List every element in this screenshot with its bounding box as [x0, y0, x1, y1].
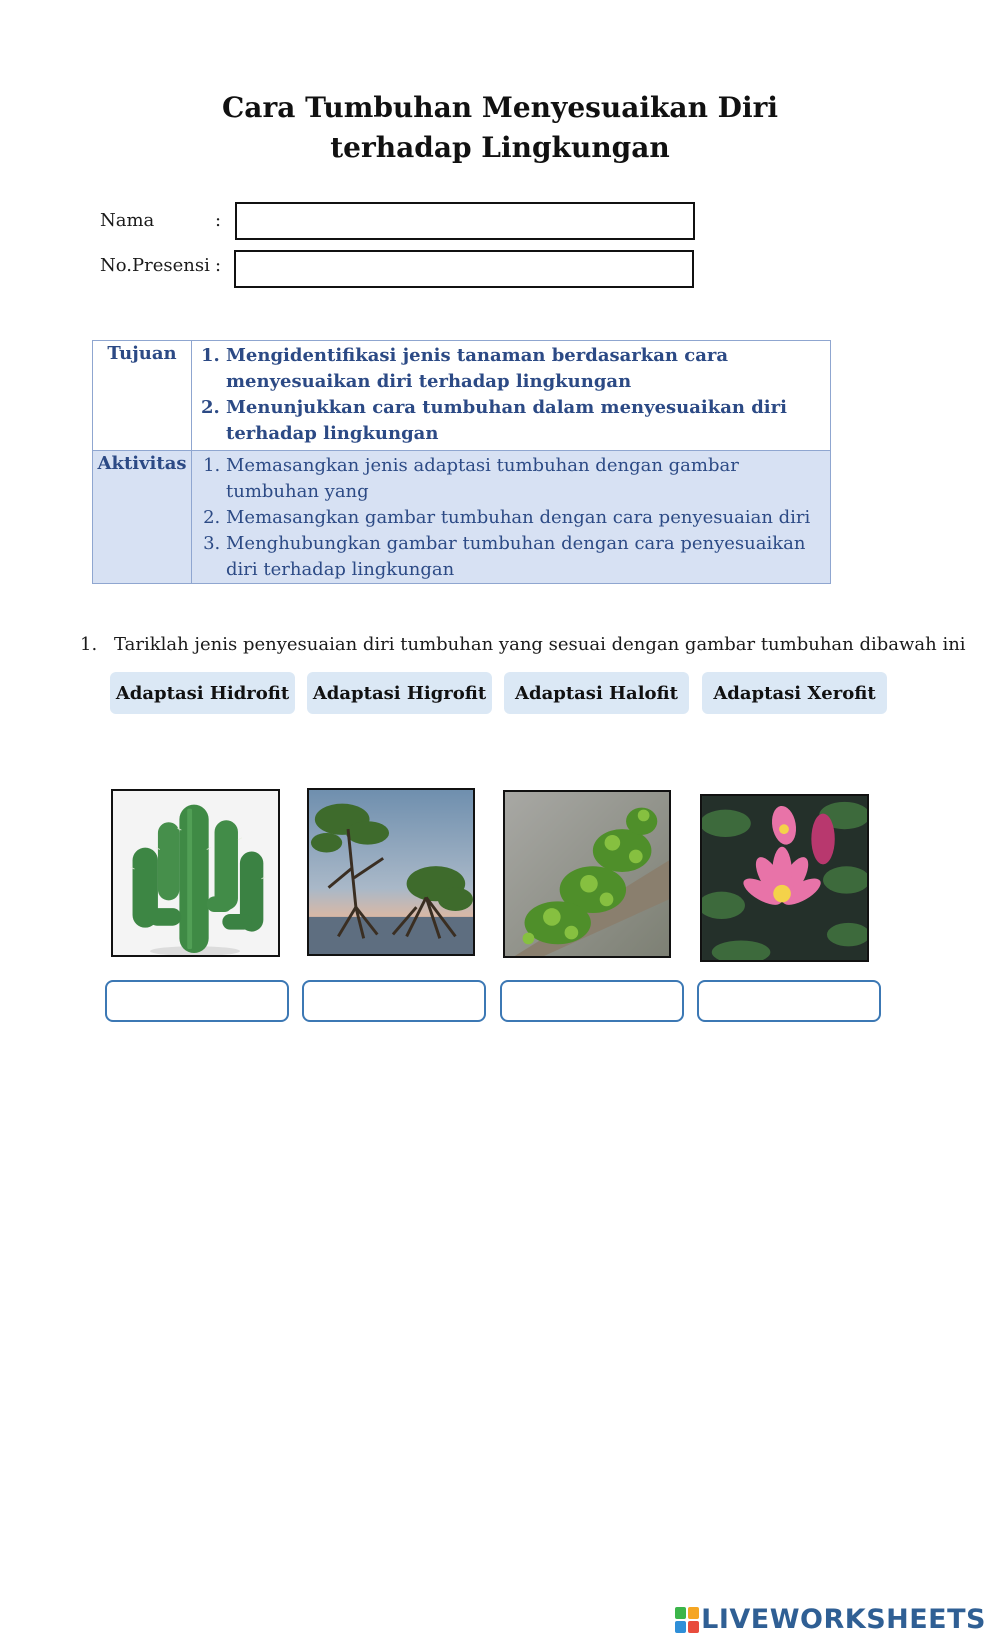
liveworksheets-brand — [675, 1604, 986, 1635]
answer-drop-box-moss[interactable] — [500, 980, 684, 1022]
goal-list — [192, 341, 830, 447]
goal-row — [93, 341, 831, 451]
page-title-line-1: Cara Tumbuhan Menyesuaikan Diri — [222, 91, 778, 124]
page-title-line-2: terhadap Lingkungan — [330, 131, 670, 164]
question-1 — [80, 634, 966, 655]
water-lily-illustration — [702, 796, 867, 960]
question-number: 1. — [80, 634, 98, 655]
attendance-label: No.Presensi — [100, 255, 210, 276]
mangrove-image — [307, 788, 475, 956]
brand-name: LIVEWORKSHEETS — [701, 1604, 986, 1635]
moss-illustration — [505, 792, 669, 956]
name-field[interactable] — [235, 202, 695, 240]
attendance-colon: : — [215, 255, 222, 276]
goal-heading: Tujuan — [93, 341, 192, 451]
activity-item: 1. Memasangkan jenis adaptasi tumbuhan dengan gambar tumbuhan yang — [226, 453, 824, 505]
cactus-illustration — [113, 791, 278, 955]
answer-drop-box-mangrove[interactable] — [302, 980, 486, 1022]
option-chip-halofit[interactable]: Adaptasi Halofit — [504, 672, 689, 714]
goal-item: 2. Menunjukkan cara tumbuhan dalam menyesuaikan diri terhadap lingkungan — [226, 395, 824, 447]
liveworksheets-logo-icon — [675, 1607, 699, 1633]
cactus-image — [111, 789, 280, 957]
objectives-table — [92, 340, 831, 584]
option-chip-higrofit[interactable]: Adaptasi Higrofit — [307, 672, 492, 714]
name-label: Nama — [100, 210, 155, 231]
question-text: Tariklah jenis penyesuaian diri tumbuhan yang sesuai dengan gambar tumbuhan dibawah ini — [114, 634, 966, 655]
answer-drop-box-cactus[interactable] — [105, 980, 289, 1022]
activity-heading: Aktivitas — [93, 451, 192, 584]
name-colon: : — [215, 210, 222, 231]
activity-item: 2. Memasangkan gambar tumbuhan dengan cara penyesuaian diri — [226, 505, 824, 531]
goal-item: 1. Mengidentifikasi jenis tanaman berdasarkan cara menyesuaikan diri terhadap lingkungan — [226, 343, 824, 395]
water-lily-image — [700, 794, 869, 962]
option-chip-hidrofit[interactable]: Adaptasi Hidrofit — [110, 672, 295, 714]
activity-list — [192, 451, 830, 583]
page-title — [0, 88, 1000, 168]
activity-item: 3. Menghubungkan gambar tumbuhan dengan cara penyesuaikan diri terhadap lingkungan — [226, 531, 824, 583]
activity-row — [93, 451, 831, 584]
answer-drop-box-water-lily[interactable] — [697, 980, 881, 1022]
attendance-field[interactable] — [234, 250, 694, 288]
option-chip-xerofit[interactable]: Adaptasi Xerofit — [702, 672, 887, 714]
moss-image — [503, 790, 671, 958]
mangrove-illustration — [309, 790, 473, 954]
